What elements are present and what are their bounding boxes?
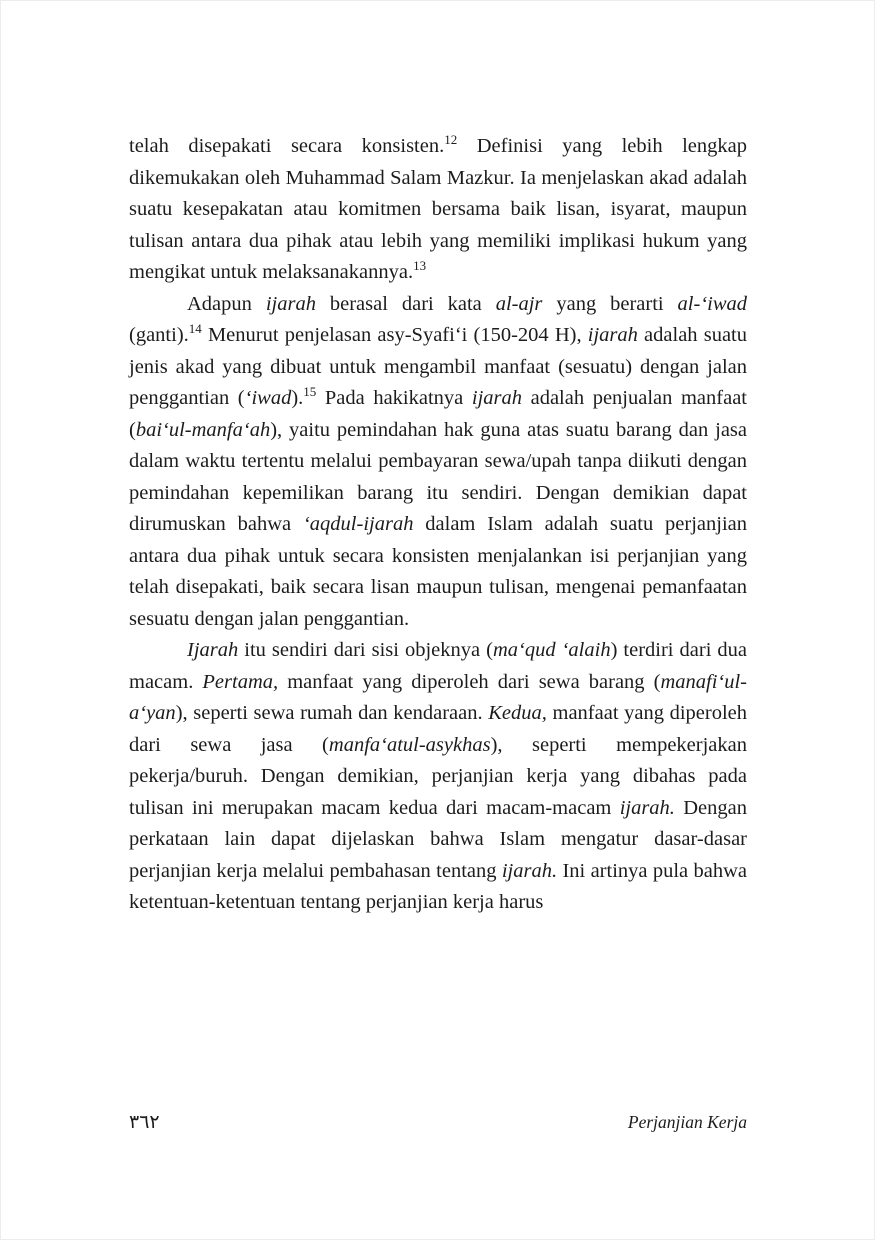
text-run: Dengan perkataan lain dapat dijelaskan bahwa Islam mengatur dasar-dasar perjanjian kerja melalui pembahasan tentang	[129, 796, 747, 882]
italic-term: Pertama,	[202, 670, 279, 693]
italic-term: ijarah	[471, 387, 522, 409]
italic-term: Kedua,	[488, 702, 547, 724]
footnote-reference: 13	[413, 258, 427, 273]
italic-term: bai‘ul-manfa‘ah	[135, 418, 271, 441]
italic-term: ‘aqdul-ijarah	[302, 513, 414, 535]
italic-term: al-‘iwad	[677, 292, 748, 315]
text-run: Pada hakikatnya	[316, 387, 472, 409]
italic-term: manfa‘atul-asykhas	[328, 733, 491, 756]
footnote-reference: 12	[444, 132, 458, 147]
paragraph	[129, 131, 747, 289]
text-run: yang berarti	[542, 292, 678, 315]
text-run: telah disepakati secara konsisten.	[129, 135, 445, 157]
italic-term: ma‘qud ‘alaih	[492, 639, 611, 661]
text-run: itu sendiri dari sisi objeknya (	[238, 639, 493, 661]
text-run: dalam Islam adalah suatu perjanjian antara dua pihak untuk secara konsisten menjalankan isi perjanjian yang telah disepakati, baik secara lisan maupun tulisan, mengenai pemanfaatan sesuatu dengan jalan penggantian.	[129, 513, 748, 630]
footnote-reference: 15	[303, 384, 317, 399]
text-run: Ini artinya pula bahwa ketentuan-ketentuan tentang perjanjian kerja harus	[129, 859, 747, 913]
text-run: Definisi yang lebih lengkap dikemukakan oleh Muhammad Salam Mazkur. Ia menjelaskan akad adalah suatu kesepakatan atau komitmen bersama baik lisan, isyarat, maupun tulisan antara dua pihak atau lebih yang memiliki implikasi hukum yang mengikat untuk melaksanakannya.	[129, 135, 747, 283]
text-run: manfaat yang diperoleh dari sewa barang (	[278, 670, 661, 693]
italic-term: ‘iwad	[244, 387, 292, 409]
text-run: berasal dari kata	[315, 292, 496, 315]
text-run: ).	[291, 387, 304, 409]
text-run: ) terdiri dari dua macam.	[129, 639, 748, 693]
page-number: ٣٦٢	[129, 1112, 160, 1133]
page-footer	[129, 1111, 747, 1134]
italic-term: ijarah.	[501, 859, 558, 882]
italic-term: ijarah.	[619, 796, 675, 819]
text-run: ), seperti mempekerjakan pekerja/buruh. Dengan demikian, perjanjian kerja yang dibahas pada tulisan ini merupakan macam kedua dari macam-macam	[129, 733, 747, 819]
italic-term: ijarah	[587, 324, 638, 346]
text-run: manfaat yang diperoleh dari sewa jasa (	[129, 702, 747, 756]
italic-term: al-ajr	[495, 292, 543, 315]
italic-term: ijarah	[265, 292, 316, 315]
text-run: (ganti).	[129, 324, 189, 346]
italic-term: manafi‘ul-a‘yan	[129, 670, 747, 724]
footnote-reference: 14	[188, 321, 202, 336]
text-run: ), seperti sewa rumah dan kendaraan.	[175, 702, 489, 724]
italic-term: Ijarah	[187, 639, 239, 661]
text-run: adalah penjualan manfaat (	[129, 387, 747, 441]
paragraph	[129, 289, 747, 636]
text-run: Adapun	[187, 292, 266, 315]
page-body	[129, 131, 747, 919]
paragraph	[129, 635, 747, 919]
text-run: adalah suatu jenis akad yang dibuat untuk mengambil manfaat (sesuatu) dengan jalan penggantian (	[129, 324, 747, 409]
text-run: ), yaitu pemindahan hak guna atas suatu barang dan jasa dalam waktu tertentu melalui pembayaran sewa/upah tanpa diikuti dengan pemindahan kepemilikan barang itu sendiri. Dengan demikian dapat dirumuskan bahwa	[129, 418, 747, 535]
text-run: Menurut penjelasan asy-Syafi‘i (150-204 H),	[201, 324, 588, 346]
running-title: Perjanjian Kerja	[627, 1112, 747, 1132]
